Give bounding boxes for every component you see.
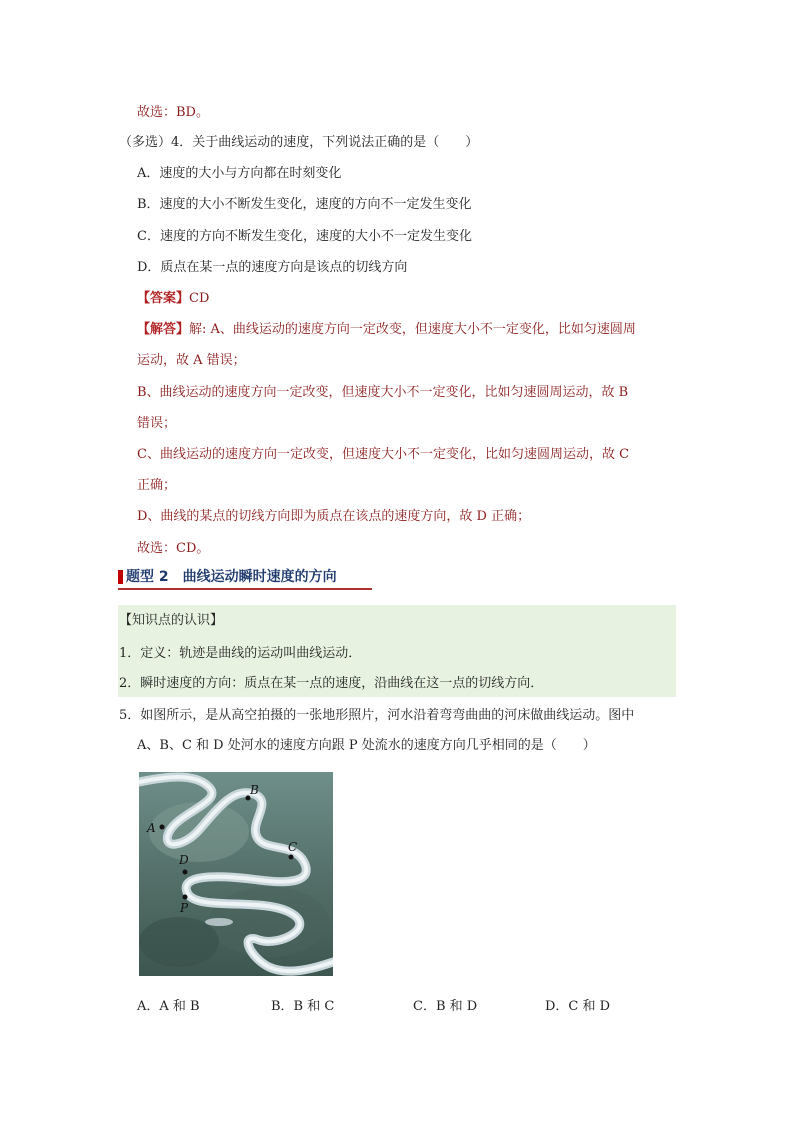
label-c: C — [288, 840, 298, 854]
prev-answer: 故选：BD。 — [137, 105, 209, 120]
section-underline — [118, 588, 372, 590]
q5-option-d: D．C 和 D — [545, 999, 611, 1014]
answer-label: 【答案】 — [137, 291, 190, 306]
label-a: A — [147, 821, 156, 835]
q4-solution-line-4: 错误； — [137, 416, 177, 431]
q4-solution-line-3: B、曲线运动的速度方向一定改变，但速度大小不一定变化，比如匀速圆周运动，故 B — [137, 385, 629, 400]
q4-solution-line-7: D、曲线的某点的切线方向即为质点在该点的速度方向，故 D 正确； — [137, 509, 531, 524]
section-title: 题型 2 曲线运动瞬时速度的方向 — [126, 569, 337, 585]
knowledge-heading: 【知识点的认识】 — [119, 613, 224, 628]
label-b: B — [250, 783, 259, 797]
knowledge-item-2: 2．瞬时速度的方向：质点在某一点的速度，沿曲线在这一点的切线方向． — [119, 676, 544, 691]
q5-option-b: B．B 和 C — [271, 999, 335, 1014]
river-photo — [139, 772, 333, 976]
point-d — [183, 870, 188, 875]
point-a — [160, 825, 165, 830]
q5-option-c: C．B 和 D — [413, 999, 478, 1014]
solution-label: 【解答】 — [137, 322, 190, 337]
q4-stem: （多选）4．关于曲线运动的速度，下列说法正确的是（ ） — [119, 135, 479, 150]
q4-option-d: D．质点在某一点的速度方向是该点的切线方向 — [137, 260, 408, 275]
q4-solution-line-1 — [137, 321, 636, 339]
point-c — [289, 855, 294, 860]
q5-stem-line-1: 5．如图所示，是从高空拍摄的一张地形照片，河水沿着弯弯曲曲的河床做曲线运动。图中 — [119, 708, 635, 723]
point-p — [183, 895, 188, 900]
q4-solution-line-5: C、曲线运动的速度方向一定改变，但速度大小不一定变化，比如匀速圆周运动，故 C — [137, 447, 630, 462]
label-d: D — [179, 853, 189, 867]
solution-text: 解: A、曲线运动的速度方向一定改变，但速度大小不一定变化，比如匀速圆周 — [189, 322, 636, 337]
answer-value: CD — [189, 291, 210, 306]
q4-answer — [137, 290, 209, 308]
knowledge-item-1: 1．定义：轨迹是曲线的运动叫曲线运动． — [119, 646, 362, 661]
q5-stem-line-2: A、B、C 和 D 处河水的速度方向跟 P 处流水的速度方向几乎相同的是（ ） — [137, 738, 596, 753]
q4-option-c: C．速度的方向不断发生变化，速度的大小不一定发生变化 — [137, 229, 472, 244]
q4-option-b: B．速度的大小不断发生变化，速度的方向不一定发生变化 — [137, 197, 472, 212]
section-marker — [118, 570, 123, 584]
q5-option-a: A．A 和 B — [137, 999, 200, 1014]
label-p: P — [180, 901, 189, 915]
q4-solution-line-6: 正确； — [137, 478, 177, 493]
q4-solution-line-8: 故选：CD。 — [137, 541, 210, 556]
q4-option-a: A．速度的大小与方向都在时刻变化 — [137, 166, 342, 181]
q4-solution-line-2: 运动，故 A 错误； — [137, 353, 246, 368]
